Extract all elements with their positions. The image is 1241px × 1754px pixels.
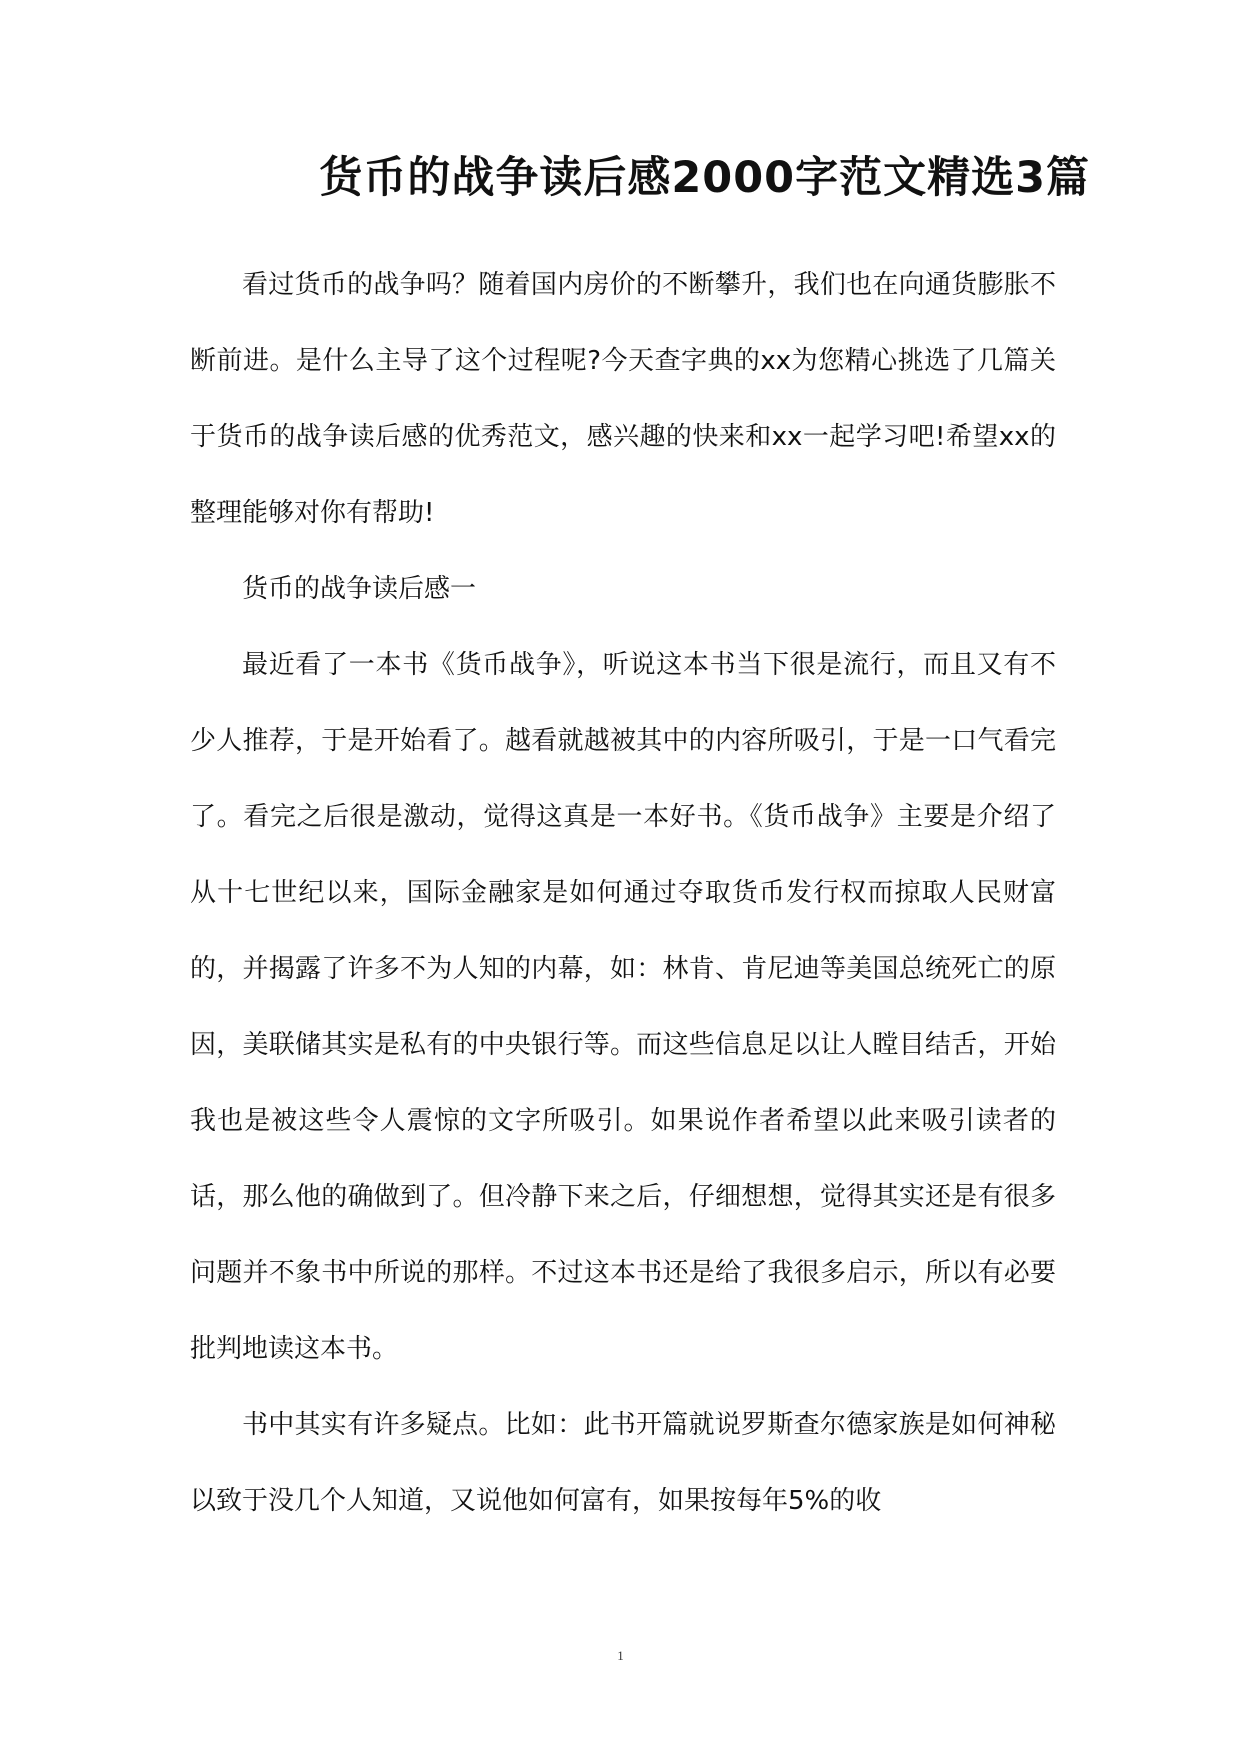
page-number: 1 <box>617 1648 624 1663</box>
paragraph-intro: 看过货币的战争吗？随着国内房价的不断攀升，我们也在向通货膨胀不断前进。是什么主导了这个过程呢?今天查字典的xx为您精心挑选了几篇关于货币的战争读后感的优秀范文，感兴趣的快来和xx一起学习吧!希望xx的整理能够对你有帮助! <box>190 270 1056 528</box>
paragraph-review-one: 最近看了一本书《货币战争》，听说这本书当下很是流行，而且又有不少人推荐，于是开始看了。越看就越被其中的内容所吸引，于是一口气看完了。看完之后很是激动，觉得这真是一本好书。《货币战争》主要是介绍了从十七世纪以来，国际金融家是如何通过夺取货币发行权而掠取人民财富的，并揭露了许多不为人知的内幕，如：林肯、肯尼迪等美国总统死亡的原因，美联储其实是私有的中央银行等。而这些信息足以让人瞠目结舌，开始我也是被这些令人震惊的文字所吸引。如果说作者希望以此来吸引读者的话，那么他的确做到了。但冷静下来之后，仔细想想，觉得其实还是有很多问题并不象书中所说的那样。不过这本书还是给了我很多启示，所以有必要批判地读这本书。 <box>190 650 1056 1364</box>
document-body <box>190 247 1056 1539</box>
section-heading: 货币的战争读后感一 <box>242 574 477 604</box>
paragraph-doubts: 书中其实有许多疑点。比如：此书开篇就说罗斯查尔德家族是如何神秘以致于没几个人知道，又说他如何富有，如果按每年5%的收 <box>190 1410 1056 1516</box>
document-title: 货币的战争读后感2000字范文精选3篇 <box>319 153 1090 203</box>
